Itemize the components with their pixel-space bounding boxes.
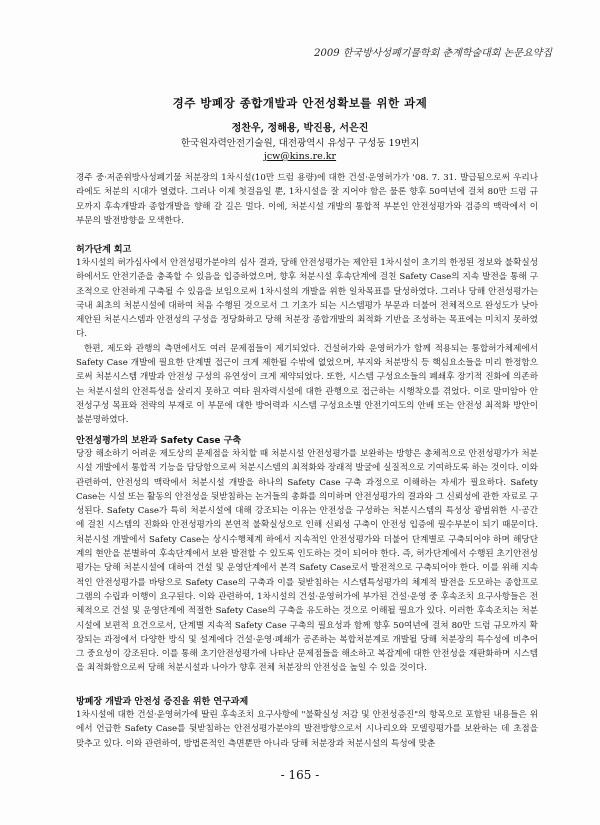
section-body-review (76, 256, 538, 428)
affiliation: 한국원자력안전기술원, 대전광역시 유성구 구성동 19번지 (180, 138, 420, 149)
section-body-safety-case (76, 447, 538, 676)
paragraph: 당장 해소하기 어려운 제도상의 문제점을 차치할 때 처분시설 안전성평가를 보완하는 방향은 총체적으로 안전성평가가 처분시설 개발에서 통합적 기능을 담당함으로써 처분시스템의 최적화와 장래적 발굴에 실질적으로 기여하도록 하는 것이다. 이와 관련하여, 안전성의 맥락에서 처분시설 개발을 하나의 Safety Case 구축 과정으로 이해하는 자세가 필요하다. Safety Case는 시설 또는 활동의 안전성을 뒷받침하는 논거들의 총화를 의미하며 안전성평가의 결과와 그 신뢰성에 관한 자료로 구성된다. Safety Case가 특히 처분시설에 대해 강조되는 이유는 안전성을 구성하는 처분시스템의 특성상 광범위한 시·공간에 걸친 시스템의 진화와 안전성평가의 본연적 불확실성으로 인해 신뢰성 구축이 안전성 입증에 필수부분이 되기 때문이다. 처분시설 개발에서 Safety Case는 상시수행체계 하에서 지속적인 안전성평가와 더불어 단계별로 구축되어야 하며 해당단계의 현안을 분별하여 후속단계에서 보완 발전할 수 있도록 인도하는 것이 되어야 한다. 즉, 허가단계에서 수행된 초기안전성평가는 당해 처분시설에 대하여 건설 및 운영단계에서 본격 Safety Case로서 발전적으로 구축되어야 한다. 이를 위해 지속적인 안전성평가를 바탕으로 Safety Case의 구축과 이를 뒷받침하는 시스템특성평가의 체계적 발전을 도모하는 종합프로그램의 수립과 이행이 요구된다. 이와 관련하여, 1차시설의 건설·운영허가에 부가된 건설·운영 중 후속조치 요구사항들은 전체적으로 건설 및 운영단계에 적절한 Safety Case의 구축을 유도하는 것으로 이해될 필요가 있다. 이러한 후속조치는 처분시설에 보편적 요건으로서, 단계별 지속적 Safety Case 구축의 필요성과 함께 향후 50여년에 걸쳐 80만 드럼 규모까지 확장되는 과정에서 다양한 방식 및 설계에다 건설·운영·폐쇄가 공존하는 복합처분계로 개발될 당해 처분장의 특수성에 비추어 그 중요성이 강조된다. 이를 통해 초기안전성평가에 나타난 문제점들을 해소하고 복잡계에 대한 안전성을 재판화하며 시스템을 최적화함으로써 당해 처분시설과 나아가 향후 전체 처분장의 안전성을 높일 수 있을 것이다. (76, 449, 538, 674)
paragraph: 1차시설의 허가심사에서 안전성평가분야의 심사 결과, 당해 안전성평가는 제안된 1차시설이 초기의 한정된 정보와 불확실성 하에서도 안전기준을 충족할 수 있음을 입증하였으며, 향후 처분시설 후속단계에 걸친 Safety Case의 지속 발전을 통해 구조적으로 안전하게 구축될 수 있음을 보임으로써 1차시설의 개발을 위한 일차목표를 달성하였다. 그러나 당해 안전성평가는 국내 최초의 처분시설에 대하여 처음 수행된 것으로서 그 기초가 되는 시스템평가 부문과 더불어 전체적으로 완성도가 낮아 제안된 처분시스템과 안전성의 구성을 정당화하고 당해 처분장 종합개발의 최적화 기반을 조성하는 목표에는 미치지 못하였다. (76, 258, 538, 340)
section-heading-research-tasks: 방폐장 개발과 안전성 증진을 위한 연구과제 (76, 697, 249, 707)
paper-title: 경주 방폐장 종합개발과 안전성확보를 위한 과제 (172, 96, 428, 110)
author-list: 정찬우, 정해용, 박진용, 서은진 (231, 123, 369, 134)
section-heading-review: 허가단계 회고 (76, 245, 132, 255)
section-heading-safety-case: 안전성평가의 보완과 Safety Case 구축 (76, 436, 242, 446)
abstract-text: 경주 중·저준위방사성폐기물 처분장의 1차시설(10만 드럼 용량)에 대한 건설·운영허가가 '08. 7. 31. 발급됨으로써 우리나라에도 처분의 시대가 열렸다. 그러나 이제 첫걸음일 뿐, 1차시설을 잘 지어야 함은 물론 향후 50여년에 걸쳐 80만 드럼 규모까지 후속개발과 종합개발을 향해 갈 길은 멀다. 이에, 처분시설 개발의 통합적 부분인 안전성평가와 검증의 맥락에서 이 부문의 발전방향을 모색한다. (76, 173, 538, 226)
paragraph: 한편, 제도와 관행의 측면에서도 여러 문제점들이 제기되었다. 건설허가와 운영허가가 함께 적용되는 통합허가체제에서 Safety Case 개발에 필요한 단계별 접근이 크게 제한될 수밖에 없었으며, 부지와 처분방식 등 핵심요소들을 미리 한정함으로써 처분시스템 개발과 안전성 구성의 유연성이 크게 제약되었다. 또한, 시스템 구성요소들의 폐쇄후 장기적 진화에 의존하는 처분시설의 안전특성을 살리지 못하고 여타 원자력시설에 대한 관행으로 접근하는 시행착오를 겪었다. 이로 말미암아 안전성구성 목표와 전략의 부재로 이 부문에 대한 방어력과 시스템 구성요소별 안전기여도의 안배 또는 안전성 최적화 방안이 불분명하였다. (76, 343, 538, 426)
abstract (76, 171, 538, 228)
paragraph: 1차시설에 대한 건설·운영허가에 딸린 후속조치 요구사항에 "불확실성 저감 및 안전성증진"의 항목으로 포함된 내용들은 위에서 언급한 Safety Case를 뒷받침하는 안전성평가분야의 발전방향으로서 시나리오와 모델링평가를 보완하는 데 초점을 맞추고 있다. 이와 관련하여, 방법론적인 측면뿐만 아니라 당해 처분장과 처분시설의 특성에 맞춘 (76, 710, 538, 749)
page-number: - 165 - (280, 768, 320, 782)
section-body-research-tasks (76, 708, 538, 751)
author-email: jcw@kins.re.kr (263, 151, 337, 162)
running-head: 2009 한국방사성폐기물학회 춘계학술대회 논문요약집 (314, 48, 552, 59)
